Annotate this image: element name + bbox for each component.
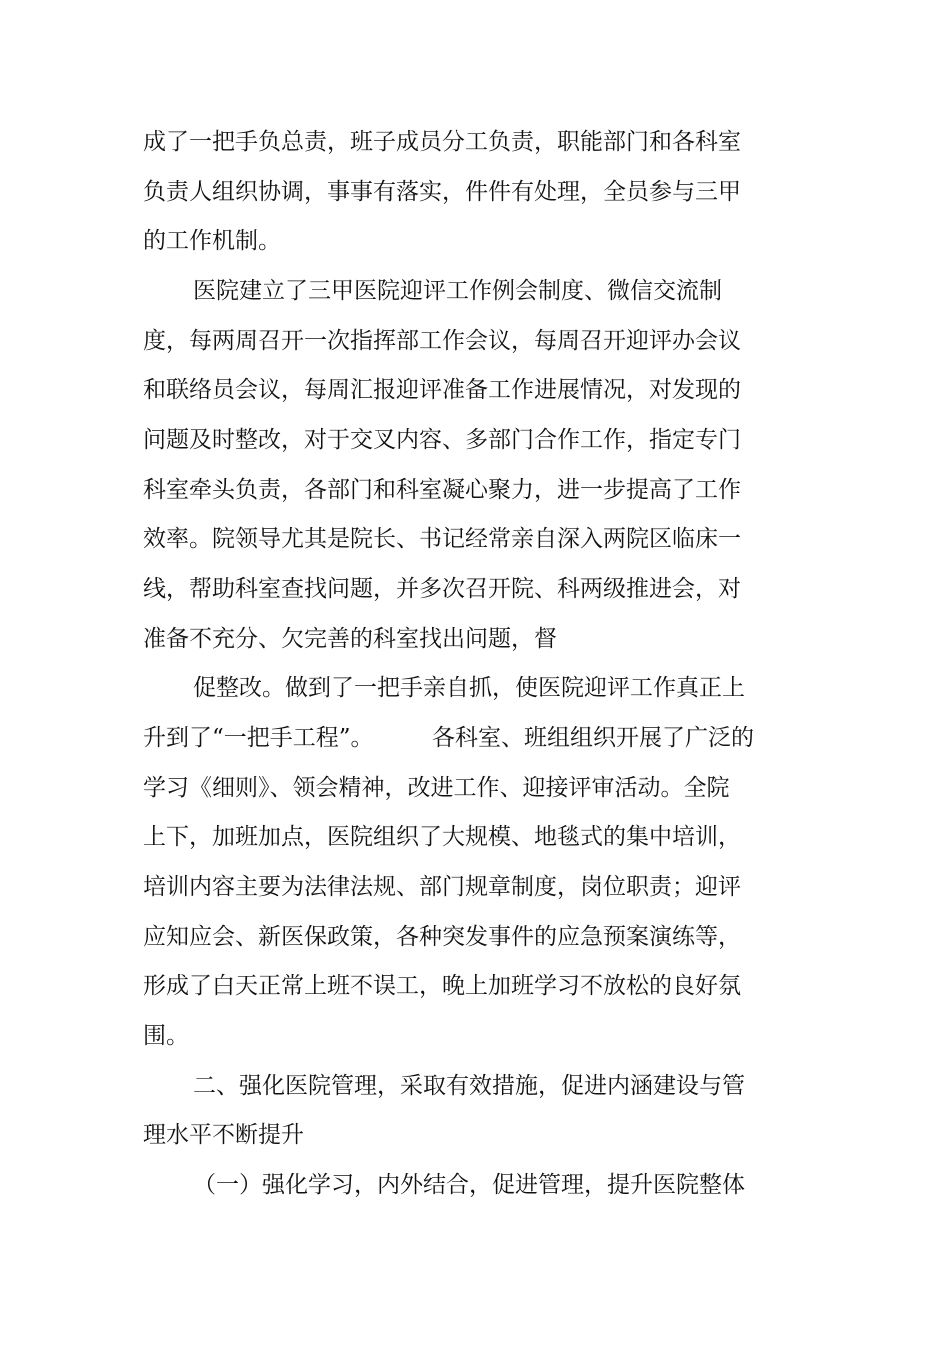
text-line: 效率。院领导尤其是院长、书记经常亲自深入两院区临床一 bbox=[143, 526, 741, 552]
paragraph-start-line: 医院建立了三甲医院迎评工作例会制度、微信交流制 bbox=[193, 278, 722, 304]
text-line: 和联络员会议，每周汇报迎评准备工作进展情况，对发现的 bbox=[143, 377, 741, 403]
text-line: 成了一把手负总责，班子成员分工负责，职能部门和各科室 bbox=[143, 129, 741, 155]
text-line: 形成了白天正常上班不误工，晚上加班学习不放松的良好氛 bbox=[143, 973, 741, 999]
section-heading-line: 理水平不断提升 bbox=[143, 1122, 304, 1148]
text-line: 上下，加班加点，医院组织了大规模、地毯式的集中培训， bbox=[143, 824, 741, 850]
text-line: 准备不充分、欠完善的科室找出问题，督 bbox=[143, 626, 557, 652]
text-line: 升到了“一把手工程”。 各科室、班组组织开展了广泛的 bbox=[143, 725, 755, 751]
text-line: 问题及时整改，对于交叉内容、多部门合作工作，指定专门 bbox=[143, 427, 741, 453]
text-line: 培训内容主要为法律法规、部门规章制度，岗位职责；迎评 bbox=[143, 874, 741, 900]
section-heading-line: 二、强化医院管理，采取有效措施，促进内涵建设与管 bbox=[193, 1073, 745, 1099]
text-line: 科室牵头负责，各部门和科室凝心聚力，进一步提高了工作 bbox=[143, 477, 741, 503]
subsection-heading-line: （一）强化学习，内外结合，促进管理，提升医院整体 bbox=[193, 1172, 745, 1198]
paragraph-start-line: 促整改。做到了一把手亲自抓，使医院迎评工作真正上 bbox=[193, 675, 745, 701]
text-line: 围。 bbox=[143, 1023, 189, 1049]
text-line: 的工作机制。 bbox=[143, 228, 281, 254]
text-line: 学习《细则》、领会精神，改进工作、迎接评审活动。全院 bbox=[143, 775, 730, 801]
text-line: 应知应会、新医保政策，各种突发事件的应急预案演练等， bbox=[143, 924, 741, 950]
text-line: 线，帮助科室查找问题，并多次召开院、科两级推进会，对 bbox=[143, 576, 741, 602]
text-line: 负责人组织协调，事事有落实，件件有处理，全员参与三甲 bbox=[143, 179, 741, 205]
text-line: 度，每两周召开一次指挥部工作会议，每周召开迎评办会议 bbox=[143, 328, 741, 354]
